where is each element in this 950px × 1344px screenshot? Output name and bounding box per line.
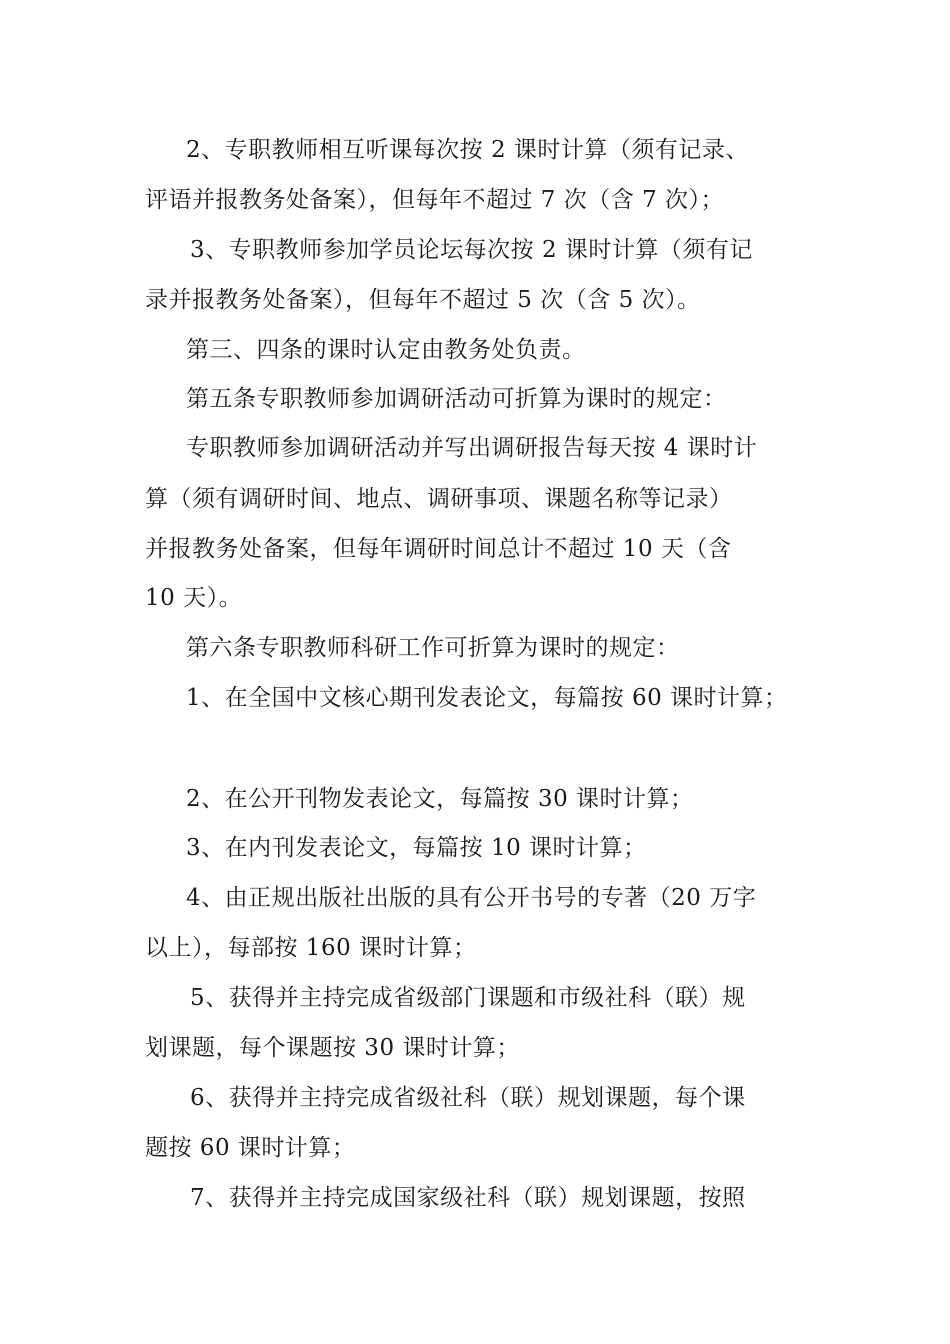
paragraph-line: 10 天）。 (145, 585, 243, 611)
paragraph-line: 第三、四条的课时认定由教务处负责。 (186, 337, 586, 363)
paragraph-line: 7、获得并主持完成国家级社科（联）规划课题，按照 (190, 1185, 746, 1211)
paragraph-line: 3、专职教师参加学员论坛每次按 2 课时计算（须有记 (190, 237, 753, 263)
paragraph-line: 算（须有调研时间、地点、调研事项、课题名称等记录） (145, 486, 733, 512)
paragraph-line: 录并报教务处备案），但每年不超过 5 次（含 5 次）。 (145, 287, 701, 313)
paragraph-line: 6、获得并主持完成省级社科（联）规划课题，每个课 (190, 1085, 746, 1111)
paragraph-line: 5、获得并主持完成省级部门课题和市级社科（联）规 (190, 985, 746, 1011)
paragraph-line: 划课题，每个课题按 30 课时计算； (145, 1035, 520, 1061)
paragraph-line: 3、在内刊发表论文，每篇按 10 课时计算； (186, 835, 647, 861)
paragraph-line: 评语并报教务处备案），但每年不超过 7 次（含 7 次）； (145, 187, 725, 213)
paragraph-line: 2、专职教师相互听课每次按 2 课时计算（须有记录、 (186, 137, 749, 163)
paragraph-line: 1、在全国中文核心期刊发表论文，每篇按 60 课时计算； (186, 685, 788, 711)
paragraph-line: 第六条专职教师科研工作可折算为课时的规定： (186, 635, 680, 661)
paragraph-line: 并报教务处备案，但每年调研时间总计不超过 10 天（含 (145, 536, 732, 562)
paragraph-line: 专职教师参加调研活动并写出调研报告每天按 4 课时计 (186, 435, 758, 461)
paragraph-line: 2、在公开刊物发表论文，每篇按 30 课时计算； (186, 786, 694, 812)
paragraph-line: 题按 60 课时计算； (145, 1135, 356, 1161)
paragraph-line: 以上），每部按 160 课时计算； (145, 935, 477, 961)
paragraph-line: 第五条专职教师参加调研活动可折算为课时的规定： (186, 386, 727, 412)
paragraph-line: 4、由正规出版社出版的具有公开书号的专著（20 万字 (186, 885, 757, 911)
